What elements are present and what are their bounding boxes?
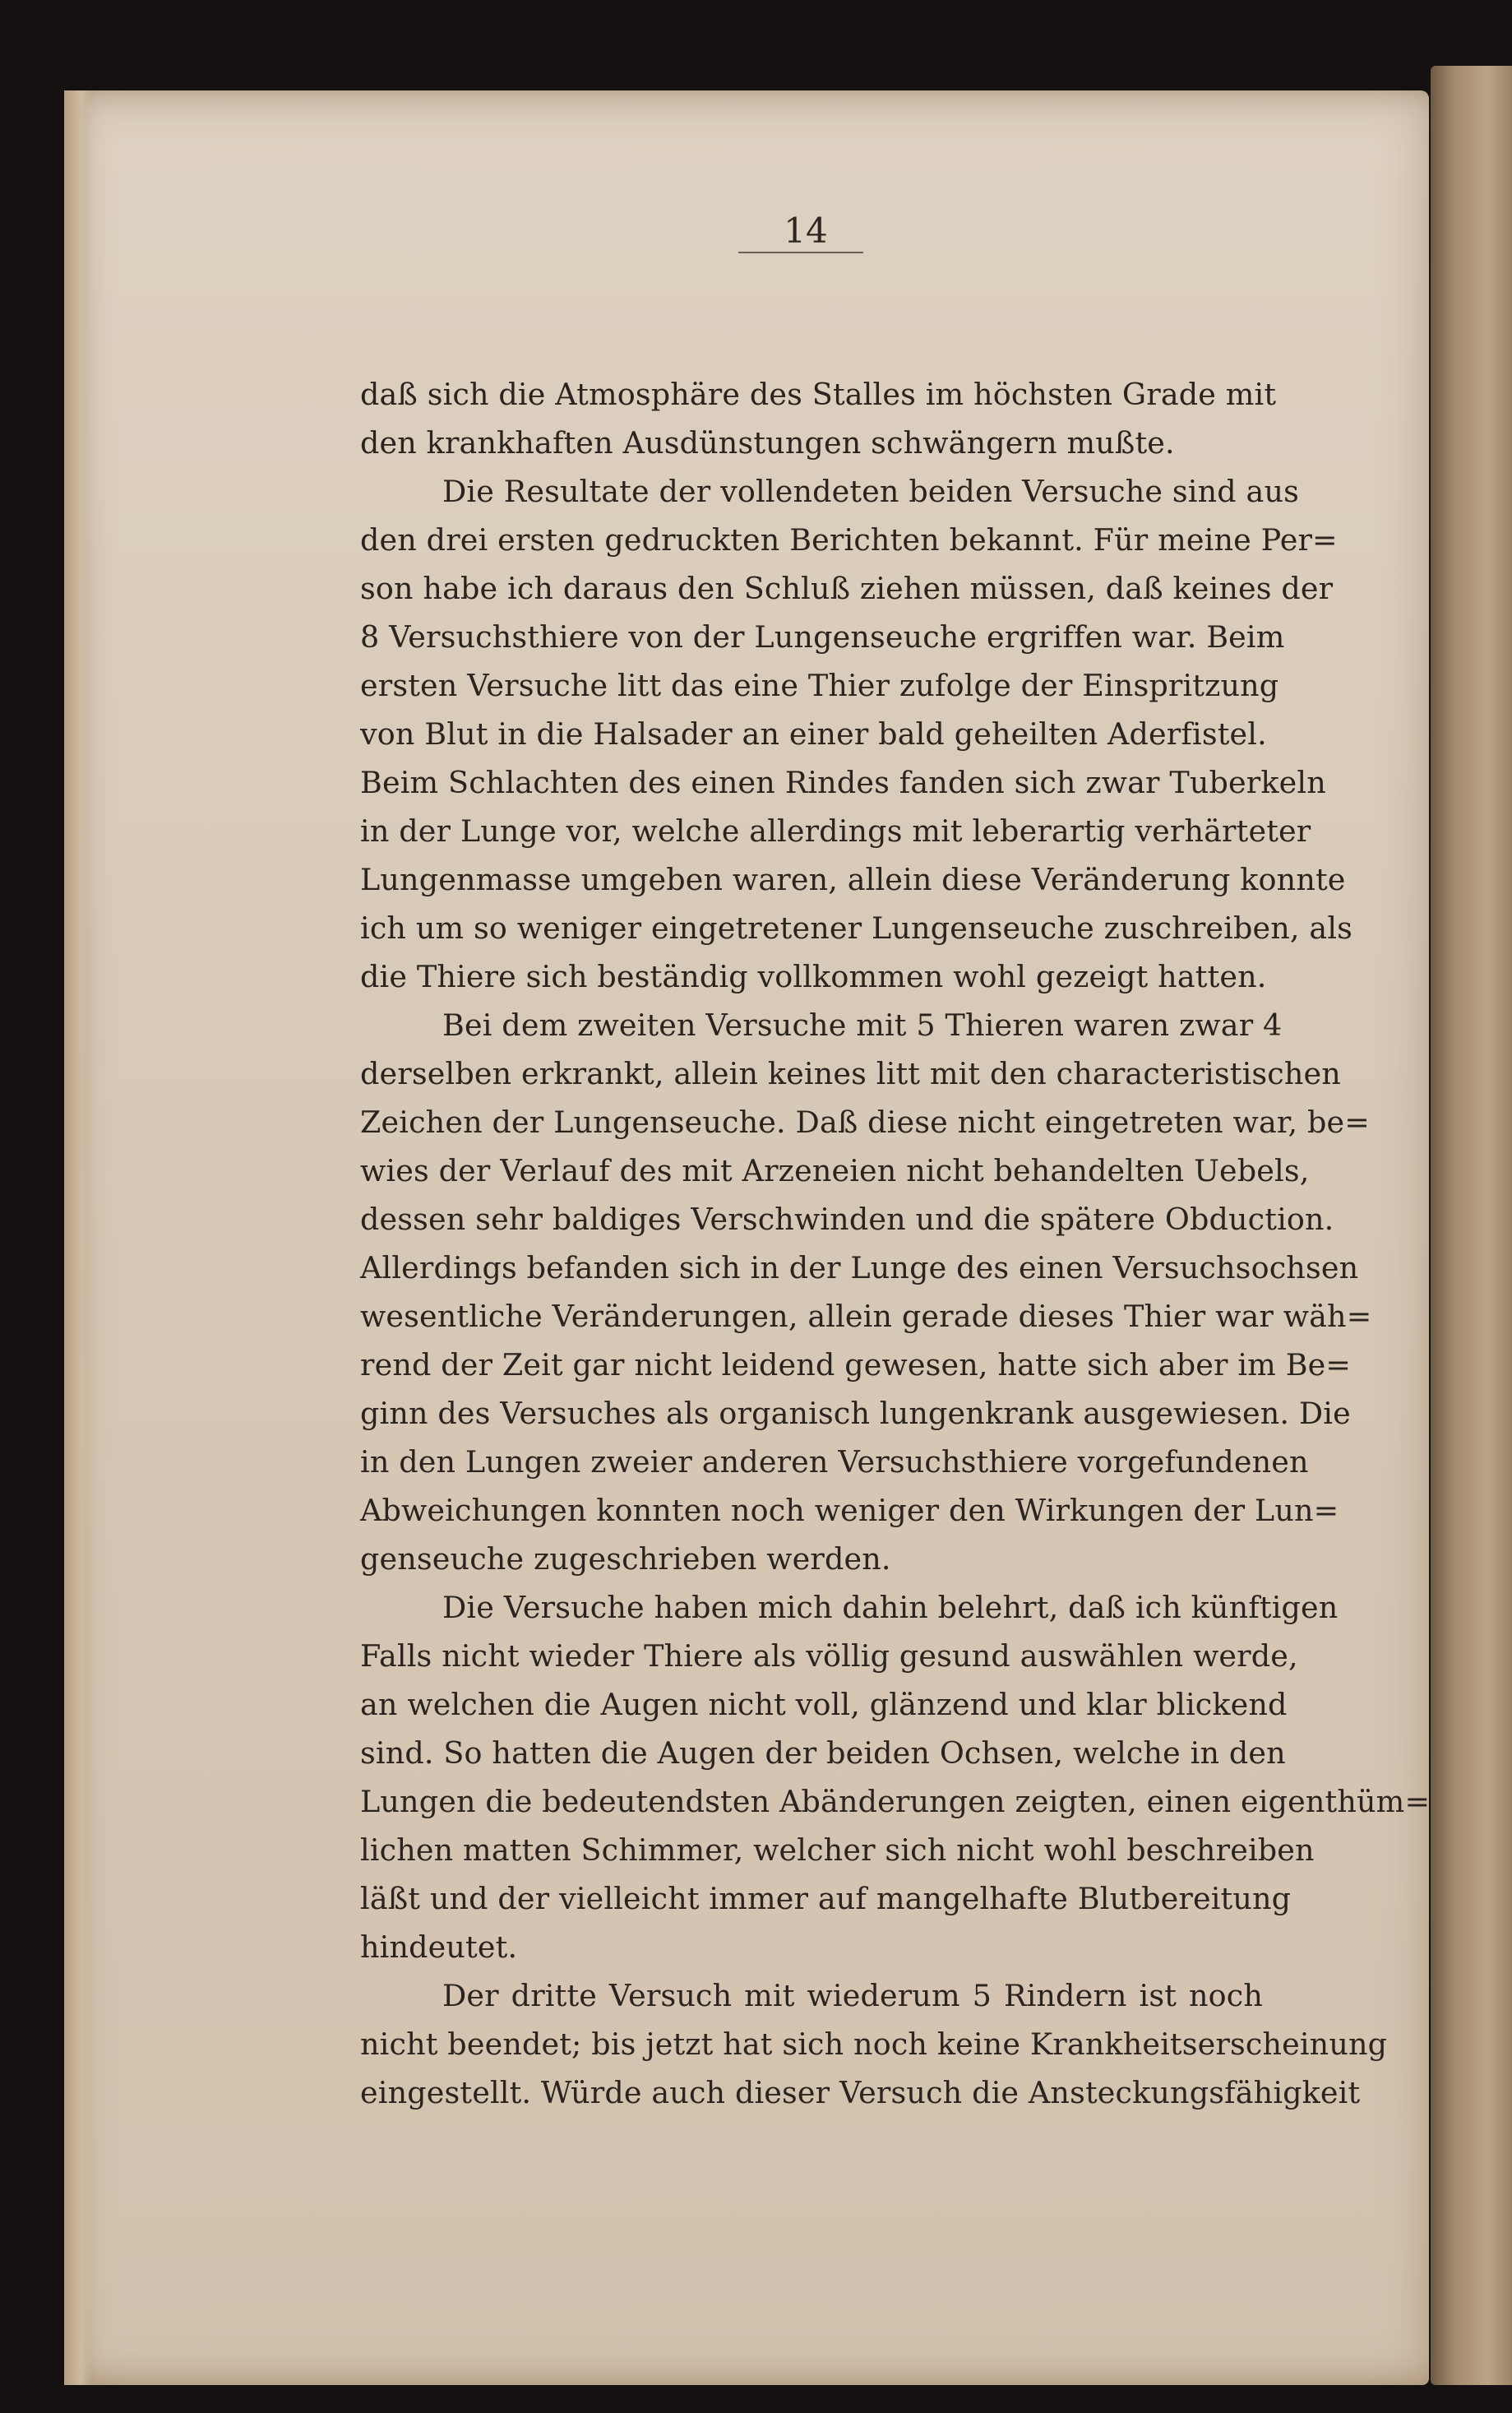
text-line: in der Lunge vor, welche allerdings mit leberartig verhärteter — [360, 813, 1311, 849]
page-number-rule — [738, 252, 863, 253]
text-line: wies der Verlauf des mit Arzeneien nicht behandelten Uebels, — [360, 1153, 1310, 1188]
text-line: den drei ersten gedruckten Berichten bekannt. Für meine Per= — [360, 522, 1338, 558]
text-line: daß sich die Atmosphäre des Stalles im höchsten Grade mit — [360, 377, 1277, 412]
text-line: Zeichen der Lungenseuche. Daß diese nicht eingetreten war, be= — [360, 1105, 1370, 1140]
text-line: an welchen die Augen nicht voll, glänzend und klar blickend — [360, 1687, 1288, 1722]
text-line: wesentliche Veränderungen, allein gerade dieses Thier war wäh= — [360, 1299, 1372, 1334]
text-line: die Thiere sich beständig vollkommen wohl gezeigt hatten. — [360, 959, 1267, 994]
text-line: genseuche zugeschrieben werden. — [360, 1541, 891, 1577]
text-line: 8 Versuchsthiere von der Lungenseuche ergriffen war. Beim — [360, 619, 1285, 655]
text-line: Bei dem zweiten Versuche mit 5 Thieren waren zwar 4 — [442, 1007, 1283, 1043]
text-line: Die Resultate der vollendeten beiden Versuche sind aus — [442, 474, 1299, 509]
page-number: 14 — [784, 211, 828, 251]
text-line: von Blut in die Halsader an einer bald geheilten Aderfistel. — [360, 716, 1267, 752]
page-gutter-shadow — [64, 90, 92, 2385]
text-line: Der dritte Versuch mit wiederum 5 Rindern ist noch — [442, 1978, 1263, 2013]
text-line: hindeutet. — [360, 1929, 518, 1965]
text-line: sind. So hatten die Augen der beiden Ochsen, welche in den — [360, 1735, 1286, 1771]
text-line: lichen matten Schimmer, welcher sich nicht wohl beschreiben — [360, 1832, 1315, 1868]
text-line: Lungenmasse umgeben waren, allein diese Veränderung konnte — [360, 862, 1346, 897]
text-line: läßt und der vielleicht immer auf mangelhafte Blutbereitung — [360, 1881, 1292, 1916]
text-line: Beim Schlachten des einen Rindes fanden sich zwar Tuberkeln — [360, 765, 1326, 800]
text-line: ginn des Versuches als organisch lungenkrank ausgewiesen. Die — [360, 1396, 1351, 1431]
text-line: Allerdings befanden sich in der Lunge des einen Versuchsochsen — [360, 1250, 1359, 1285]
text-line: Falls nicht wieder Thiere als völlig gesund auswählen werde, — [360, 1638, 1298, 1674]
text-line: nicht beendet; bis jetzt hat sich noch keine Krankheitserscheinung — [360, 2026, 1388, 2062]
text-line: rend der Zeit gar nicht leidend gewesen, hatte sich aber im Be= — [360, 1347, 1352, 1382]
text-line: in den Lungen zweier anderen Versuchsthiere vorgefundenen — [360, 1444, 1309, 1480]
text-line: son habe ich daraus den Schluß ziehen müssen, daß keines der — [360, 571, 1334, 606]
text-line: Abweichungen konnten noch weniger den Wirkungen der Lun= — [360, 1493, 1339, 1528]
text-line: eingestellt. Würde auch dieser Versuch die Ansteckungsfähigkeit — [360, 2075, 1361, 2110]
text-line: Lungen die bedeutendsten Abänderungen zeigten, einen eigenthüm= — [360, 1784, 1431, 1819]
text-line: ersten Versuche litt das eine Thier zufolge der Einspritzung — [360, 668, 1279, 703]
facing-page-edge — [1431, 66, 1512, 2385]
body-text — [360, 370, 1431, 2117]
text-line: Die Versuche haben mich dahin belehrt, daß ich künftigen — [442, 1590, 1339, 1625]
text-line: derselben erkrankt, allein keines litt mit den characteristischen — [360, 1056, 1341, 1091]
text-line: dessen sehr baldiges Verschwinden und die spätere Obduction. — [360, 1202, 1334, 1237]
text-line: den krankhaften Ausdünstungen schwängern mußte. — [360, 425, 1175, 461]
text-line: ich um so weniger eingetretener Lungenseuche zuschreiben, als — [360, 910, 1353, 946]
